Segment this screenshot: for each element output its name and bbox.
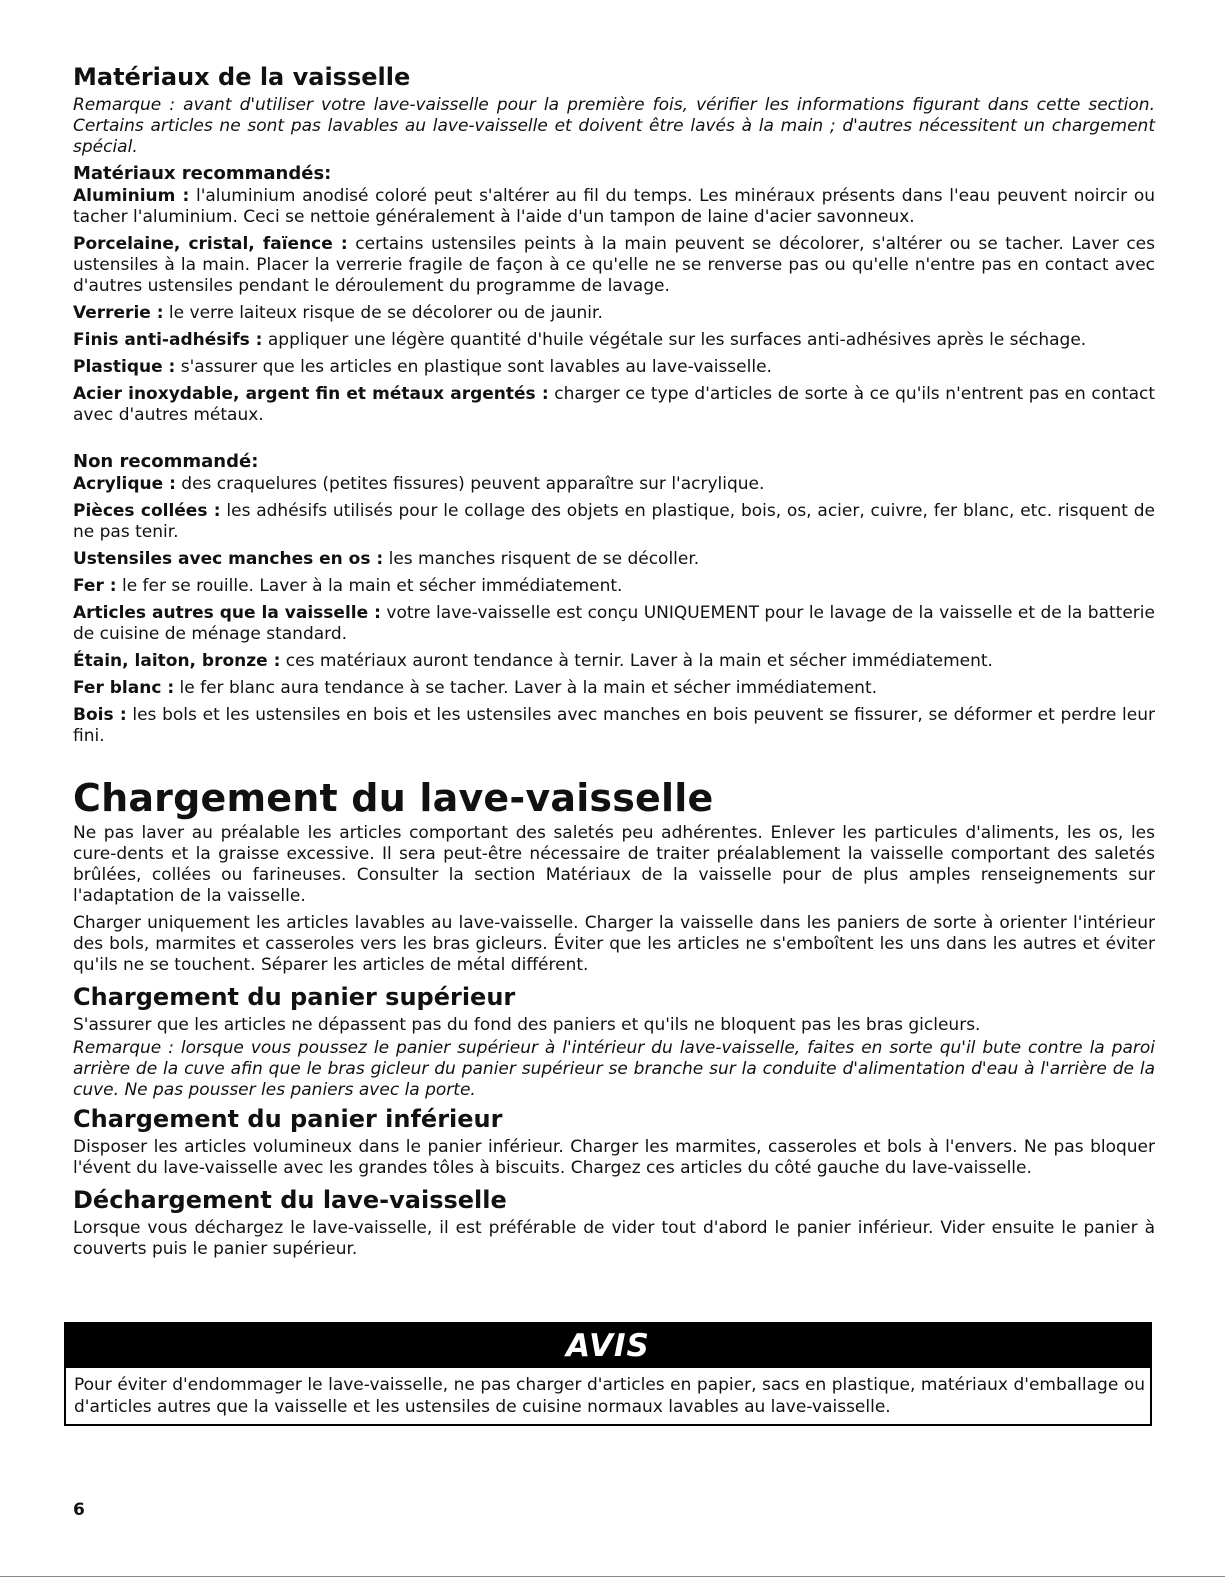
materials-note: Remarque : avant d'utiliser votre lave-vaisselle pour la première fois, vérifier les informations figurant dans cette section. Certains articles ne sont pas lavables au lave-vaisselle et doivent être lavés à la main ; d'autres nécessitent un chargement spécial. [73, 95, 1155, 157]
item-text: appliquer une légère quantité d'huile végétale sur les surfaces anti-adhésives après le séchage. [262, 330, 1087, 350]
page-number: 6 [73, 1500, 85, 1520]
list-item [73, 603, 1155, 645]
item-text: votre lave-vaisselle est conçu UNIQUEMENT pour le lavage de la vaisselle et de la batterie de cuisine de ménage standard. [73, 603, 1155, 644]
item-text: s'assurer que les articles en plastique sont lavables au lave-vaisselle. [175, 357, 772, 377]
list-item [73, 678, 1155, 699]
bottom-rule [0, 1576, 1225, 1577]
notice-title: AVIS [66, 1324, 1150, 1368]
list-item [73, 330, 1155, 351]
item-text: l'aluminium anodisé coloré peut s'altérer au fil du temps. Les minéraux présents dans l'eau peuvent noircir ou tacher l'aluminium. Ceci se nettoie généralement à l'aide d'un tampon de laine d'acier savonneux. [73, 186, 1155, 227]
list-item [73, 474, 1155, 495]
item-text: charger ce type d'articles de sorte à ce qu'ils n'entrent pas en contact avec d'autres métaux. [73, 384, 1156, 425]
list-item [73, 501, 1155, 543]
upper-rack-note: Remarque : lorsque vous poussez le panier supérieur à l'intérieur du lave-vaisselle, faites en sorte qu'il bute contre la paroi arrière de la cuve afin que le bras gicleur du panier supérieur se branche sur la conduite d'alimentation d'eau à l'arrière de la cuve. Ne pas pousser les paniers avec la porte. [73, 1038, 1155, 1100]
list-item [73, 651, 1155, 672]
unloading-heading: Déchargement du lave-vaisselle [73, 1186, 507, 1214]
list-item [73, 705, 1155, 747]
item-text: certains ustensiles peints à la main peuvent se décolorer, s'altérer ou se tacher. Laver ces ustensiles à la main. Placer la verrerie fragile de façon à ce qu'elle ne se renverse pas ou qu'elle n'entre pas en contact avec d'autres ustensiles pendant le déroulement du programme de lavage. [73, 234, 1155, 296]
recommended-list [73, 186, 1155, 426]
item-text: ces matériaux auront tendance à ternir. Laver à la main et sécher immédiatement. [280, 651, 993, 671]
item-term: Fer : [73, 576, 117, 596]
item-text: les bols et les ustensiles en bois et les ustensiles avec manches en bois peuvent se fissurer, se déformer et perdre leur fini. [73, 705, 1155, 746]
loading-heading: Chargement du lave-vaisselle [73, 776, 714, 820]
not-recommended-heading: Non recommandé: [73, 451, 259, 472]
list-item [73, 186, 1155, 228]
list-item [73, 303, 1155, 324]
lower-rack-text: Disposer les articles volumineux dans le panier inférieur. Charger les marmites, casseroles et bols à l'envers. Ne pas bloquer l'évent du lave-vaisselle avec les grandes tôles à biscuits. Chargez ces articles du côté gauche du lave-vaisselle. [73, 1137, 1155, 1178]
list-item [73, 576, 1155, 597]
list-item [73, 549, 1155, 570]
item-term: Acrylique : [73, 474, 176, 494]
unloading-text: Lorsque vous déchargez le lave-vaisselle, il est préférable de vider tout d'abord le panier inférieur. Vider ensuite le panier à couverts puis le panier supérieur. [73, 1218, 1155, 1259]
lower-rack-heading: Chargement du panier inférieur [73, 1105, 503, 1133]
loading-paragraph-1: Ne pas laver au préalable les articles comportant des saletés peu adhérentes. Enlever les particules d'aliments, les os, les cure-dents et la graisse excessive. Il sera peut-être nécessaire de traiter préalablement la vaisselle comportant des saletés brûlées, collées ou farineuses. Consulter la section Matériaux de la vaisselle pour de plus amples renseignements sur l'adaptation de la vaisselle. [73, 823, 1155, 906]
item-text: le fer blanc aura tendance à se tacher. Laver à la main et sécher immédiatement. [174, 678, 878, 698]
loading-paragraph-2: Charger uniquement les articles lavables au lave-vaisselle. Charger la vaisselle dans les paniers de sorte à orienter l'intérieur des bols, marmites et casseroles vers les bras gicleurs. Éviter que les articles ne s'emboîtent les uns dans les autres et éviter qu'ils ne se touchent. Séparer les articles de métal différent. [73, 913, 1155, 975]
notice-text: Pour éviter d'endommager le lave-vaisselle, ne pas charger d'articles en papier, sacs en plastique, matériaux d'emballage ou d'articles autres que la vaisselle et les ustensiles de cuisine normaux lavables au lave-vaisselle. [74, 1375, 1145, 1417]
item-term: Pièces collées : [73, 501, 221, 521]
not-recommended-list [73, 474, 1155, 747]
item-text: les adhésifs utilisés pour le collage des objets en plastique, bois, os, acier, cuivre, fer blanc, etc. risquent de ne pas tenir. [73, 501, 1155, 542]
recommended-heading: Matériaux recommandés: [73, 163, 332, 184]
list-item [73, 384, 1155, 426]
materials-heading: Matériaux de la vaisselle [73, 63, 411, 91]
item-text: des craquelures (petites fissures) peuvent apparaître sur l'acrylique. [175, 474, 765, 494]
item-term: Finis anti-adhésifs : [73, 330, 263, 350]
page-content [73, 62, 1155, 1266]
item-text: le fer se rouille. Laver à la main et sécher immédiatement. [116, 576, 623, 596]
item-term: Aluminium : [73, 186, 190, 206]
item-term: Verrerie : [73, 303, 164, 323]
upper-rack-heading: Chargement du panier supérieur [73, 983, 516, 1011]
item-term: Plastique : [73, 357, 176, 377]
list-item [73, 234, 1155, 297]
item-term: Ustensiles avec manches en os : [73, 549, 384, 569]
upper-rack-text: S'assurer que les articles ne dépassent pas du fond des paniers et qu'ils ne bloquent pas les bras gicleurs. [73, 1015, 981, 1035]
item-term: Bois : [73, 705, 127, 725]
item-term: Acier inoxydable, argent fin et métaux argentés : [73, 384, 549, 404]
item-term: Étain, laiton, bronze : [73, 651, 281, 671]
item-term: Porcelaine, cristal, faïence : [73, 234, 348, 254]
list-item [73, 357, 1155, 378]
item-term: Fer blanc : [73, 678, 175, 698]
notice-box [64, 1322, 1152, 1426]
item-text: les manches risquent de se décoller. [383, 549, 700, 569]
item-text: le verre laiteux risque de se décolorer ou de jaunir. [163, 303, 603, 323]
item-term: Articles autres que la vaisselle : [73, 603, 381, 623]
